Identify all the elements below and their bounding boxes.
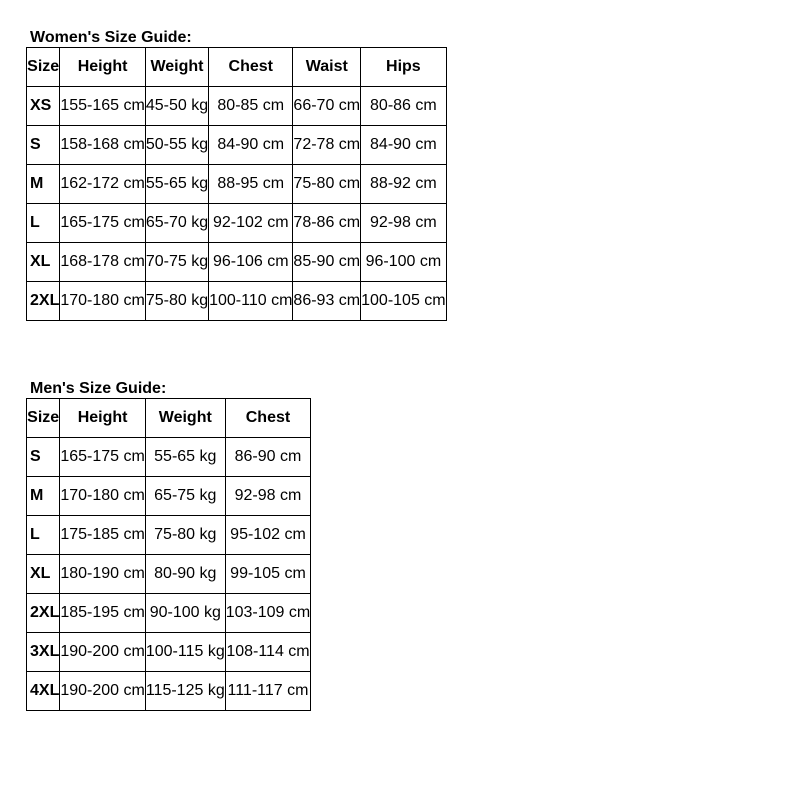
table-row: [27, 633, 311, 672]
table-row: [27, 438, 311, 477]
weight-cell: 115-125 kg: [145, 672, 225, 711]
column-header-chest: Chest: [209, 48, 293, 87]
table-row: [27, 282, 447, 321]
waist-cell: 75-80 cm: [293, 165, 361, 204]
height-cell: 165-175 cm: [60, 204, 146, 243]
column-header-size: Size: [27, 48, 60, 87]
chest-cell: 92-98 cm: [225, 477, 311, 516]
weight-cell: 65-70 kg: [145, 204, 208, 243]
size-cell: XL: [27, 243, 60, 282]
chest-cell: 100-110 cm: [209, 282, 293, 321]
weight-cell: 55-65 kg: [145, 438, 225, 477]
chest-cell: 108-114 cm: [225, 633, 311, 672]
height-cell: 175-185 cm: [60, 516, 146, 555]
waist-cell: 85-90 cm: [293, 243, 361, 282]
hips-cell: 84-90 cm: [361, 126, 447, 165]
weight-cell: 45-50 kg: [145, 87, 208, 126]
table-row: [27, 555, 311, 594]
size-cell: XS: [27, 87, 60, 126]
height-cell: 165-175 cm: [60, 438, 146, 477]
chest-cell: 86-90 cm: [225, 438, 311, 477]
size-cell: 2XL: [27, 594, 60, 633]
chest-cell: 111-117 cm: [225, 672, 311, 711]
height-cell: 168-178 cm: [60, 243, 146, 282]
weight-cell: 65-75 kg: [145, 477, 225, 516]
size-cell: S: [27, 126, 60, 165]
size-cell: L: [27, 204, 60, 243]
height-cell: 190-200 cm: [60, 633, 146, 672]
table-row: [27, 672, 311, 711]
chest-cell: 88-95 cm: [209, 165, 293, 204]
size-cell: 3XL: [27, 633, 60, 672]
table-row: [27, 165, 447, 204]
chest-cell: 99-105 cm: [225, 555, 311, 594]
waist-cell: 78-86 cm: [293, 204, 361, 243]
hips-cell: 100-105 cm: [361, 282, 447, 321]
size-cell: XL: [27, 555, 60, 594]
height-cell: 170-180 cm: [60, 282, 146, 321]
size-cell: M: [27, 165, 60, 204]
height-cell: 158-168 cm: [60, 126, 146, 165]
weight-cell: 90-100 kg: [145, 594, 225, 633]
table-row: [27, 204, 447, 243]
weight-cell: 100-115 kg: [145, 633, 225, 672]
waist-cell: 66-70 cm: [293, 87, 361, 126]
column-header-size: Size: [27, 399, 60, 438]
size-cell: L: [27, 516, 60, 555]
weight-cell: 75-80 kg: [145, 282, 208, 321]
height-cell: 170-180 cm: [60, 477, 146, 516]
hips-cell: 88-92 cm: [361, 165, 447, 204]
size-cell: M: [27, 477, 60, 516]
weight-cell: 55-65 kg: [145, 165, 208, 204]
size-cell: 4XL: [27, 672, 60, 711]
hips-cell: 80-86 cm: [361, 87, 447, 126]
column-header-height: Height: [60, 48, 146, 87]
weight-cell: 75-80 kg: [145, 516, 225, 555]
women-size-table: [26, 47, 447, 321]
table-header-row: [27, 399, 311, 438]
table-row: [27, 126, 447, 165]
size-cell: S: [27, 438, 60, 477]
table-row: [27, 87, 447, 126]
chest-cell: 103-109 cm: [225, 594, 311, 633]
table-row: [27, 477, 311, 516]
table-row: [27, 243, 447, 282]
column-header-height: Height: [60, 399, 146, 438]
chest-cell: 92-102 cm: [209, 204, 293, 243]
column-header-hips: Hips: [361, 48, 447, 87]
waist-cell: 86-93 cm: [293, 282, 361, 321]
men-guide-title: Men's Size Guide:: [30, 380, 167, 397]
column-header-chest: Chest: [225, 399, 311, 438]
waist-cell: 72-78 cm: [293, 126, 361, 165]
table-row: [27, 594, 311, 633]
weight-cell: 70-75 kg: [145, 243, 208, 282]
hips-cell: 96-100 cm: [361, 243, 447, 282]
height-cell: 180-190 cm: [60, 555, 146, 594]
height-cell: 185-195 cm: [60, 594, 146, 633]
men-size-table: [26, 398, 311, 711]
table-row: [27, 516, 311, 555]
chest-cell: 84-90 cm: [209, 126, 293, 165]
height-cell: 155-165 cm: [60, 87, 146, 126]
weight-cell: 50-55 kg: [145, 126, 208, 165]
height-cell: 190-200 cm: [60, 672, 146, 711]
chest-cell: 95-102 cm: [225, 516, 311, 555]
weight-cell: 80-90 kg: [145, 555, 225, 594]
size-cell: 2XL: [27, 282, 60, 321]
column-header-weight: Weight: [145, 399, 225, 438]
height-cell: 162-172 cm: [60, 165, 146, 204]
table-header-row: [27, 48, 447, 87]
women-guide-title: Women's Size Guide:: [30, 29, 192, 46]
column-header-weight: Weight: [145, 48, 208, 87]
chest-cell: 96-106 cm: [209, 243, 293, 282]
hips-cell: 92-98 cm: [361, 204, 447, 243]
chest-cell: 80-85 cm: [209, 87, 293, 126]
column-header-waist: Waist: [293, 48, 361, 87]
